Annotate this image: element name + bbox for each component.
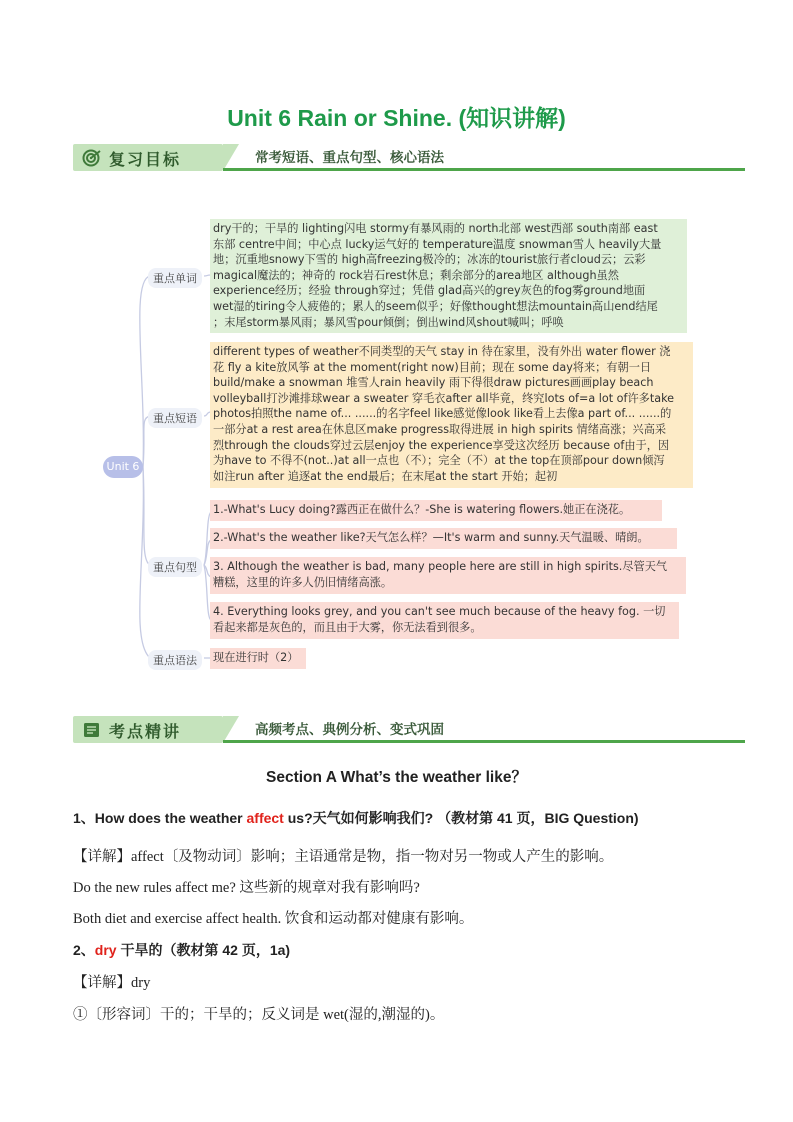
point-text: us?天气如何影响我们? （教材第 — [283, 810, 497, 826]
point-2-sense-1: ①〔形容词〕干的；干旱的；反义词是 wet(湿的,潮湿的)。 — [73, 1007, 445, 1023]
section-heading: Section A What’s the weather like？ — [266, 769, 527, 786]
sentence-line: 1.-What's Lucy doing?露西正在做什么？-She is watering flowers.她正在浇花。 — [213, 503, 631, 516]
point-number: 2、 — [73, 942, 95, 958]
sentence-line: 看起来都是灰色的，而且由于大雾，你无法看到很多。 — [213, 620, 482, 634]
vocab-line: magical魔法的；神奇的 rock岩石rest休息；剩余部分的area地区 although虽然 — [213, 268, 619, 282]
branch-label-phrases: 重点短语 — [148, 408, 202, 428]
sentence-box-4 — [210, 602, 679, 639]
page-number: 41 — [496, 810, 513, 826]
point-number: 1、 — [73, 810, 95, 826]
vocab-line: 东部 centre中间；中心点 lucky运气好的 temperature温度 snowman雪人 heavily大量 — [213, 237, 662, 251]
branch-label-vocab: 重点单词 — [148, 268, 202, 288]
banner-label: 复习目标 — [109, 150, 182, 169]
section-banner-keypoints — [73, 716, 745, 744]
vocab-line: wet湿的tiring令人疲倦的；累人的seem似乎；好像thought想法mountain高山end结尾 — [213, 299, 658, 313]
phrase-line: 如注run after 追逐at the end最后；在末尾at the start 开始；起初 — [213, 469, 558, 483]
vocab-line: 地；沉重地snowy下雪的 high高freezing极冷的；冰冻的tourist旅行者cloud云；云彩 — [213, 253, 646, 267]
point-1-detail: 【详解】affect〔及物动词〕影响；主语通常是物，指一物对另一物或人产生的影响。 — [73, 849, 614, 865]
page-title: Unit 6 Rain or Shine. (知识讲解) — [227, 105, 566, 131]
banner-rule — [223, 740, 745, 743]
point-text: How does the weather — [94, 810, 247, 826]
phrase-line: 为have to 不得不(not..)at all一点也（不）；完全（不）at the top在顶部pour down倾泻 — [213, 454, 665, 468]
phrase-line: build/make a snowman 堆雪人rain heavily 雨下得很draw pictures画画play beach — [213, 376, 654, 390]
point-reference: BIG Question) — [544, 810, 639, 826]
banner-divider-shape — [223, 716, 239, 743]
phrases-box — [210, 342, 693, 488]
sentence-line: 2.-What's the weather like?天气怎么样？—It's warm and sunny.天气温暖、晴朗。 — [213, 531, 649, 544]
vocab-line: dry干的；干旱的 lighting闪电 stormy有暴风雨的 north北部 west西部 south南部 east — [213, 222, 658, 235]
vocab-line: ；末尾storm暴风雨；暴风雪pour倾倒；倒出wind风shout喊叫；呼唤 — [213, 315, 564, 329]
phrase-line: volleyball打沙滩排球wear a sweater 穿毛衣after all毕竟，终究lots of=a lot of许多take — [213, 391, 675, 405]
sentence-line: 糟糕，这里的许多人仍旧情绪高涨。 — [213, 575, 393, 589]
phrase-line: photos拍照the name of... ......的名字feel like感觉像look like看上去像a part of... ......的 — [213, 407, 672, 421]
sentence-box-3 — [210, 557, 686, 594]
sentence-box-1 — [210, 500, 662, 521]
vocab-box — [210, 219, 687, 333]
point-1-example-2: Both diet and exercise affect health. 饮食和运动都对健康有影响。 — [73, 911, 474, 927]
grammar-line: 现在进行时（2） — [213, 651, 299, 664]
point-text: 页， — [237, 942, 270, 958]
phrase-line: 烈through the clouds穿过云层enjoy the experience享受这次经历 because of由于，因 — [213, 438, 670, 452]
branch-label-grammar: 重点语法 — [148, 650, 202, 670]
point-reference: 1a) — [269, 942, 291, 958]
branch-label-sentences: 重点句型 — [148, 557, 202, 577]
point-text: 干旱的（教材第 — [116, 942, 223, 958]
banner-tab — [73, 716, 223, 743]
book-icon — [82, 721, 102, 743]
grammar-box — [210, 648, 306, 669]
point-keyword: dry — [94, 942, 117, 958]
banner-label: 考点精讲 — [109, 722, 182, 741]
vocab-line: experience经历；经验 through穿过；凭借 glad高兴的grey灰色的fog雾ground地面 — [213, 284, 646, 298]
phrase-line: 一部分at a rest area在休息区make progress取得进展 in high spirits 情绪高涨；兴高采 — [213, 422, 667, 436]
sentence-box-2 — [210, 528, 677, 549]
point-text: 页， — [512, 810, 545, 826]
mindmap-root: Unit 6 — [103, 456, 143, 478]
page-number: 42 — [222, 942, 238, 958]
point-2-heading — [73, 940, 290, 960]
banner-subtitle: 常考短语、重点句型、核心语法 — [255, 150, 444, 166]
banner-subtitle: 高频考点、典例分析、变式巩固 — [255, 722, 444, 738]
point-2-detail: 【详解】dry — [73, 975, 151, 991]
phrase-line: 花 fly a kite放风筝 at the moment(right now)目前；现在 some day将来；有朝一日 — [213, 360, 652, 374]
sentence-line: 4. Everything looks grey, and you can't see much because of the heavy fog. 一切 — [213, 605, 666, 618]
point-1-example-1: Do the new rules affect me? 这些新的规章对我有影响吗? — [73, 880, 420, 896]
point-1-heading — [73, 808, 639, 828]
phrase-line: different types of weather不同类型的天气 stay in 待在家里，没有外出 water flower 浇 — [213, 345, 671, 358]
point-keyword: affect — [246, 810, 284, 826]
sentence-line: 3. Although the weather is bad, many people here are still in high spirits.尽管天气 — [213, 560, 668, 573]
